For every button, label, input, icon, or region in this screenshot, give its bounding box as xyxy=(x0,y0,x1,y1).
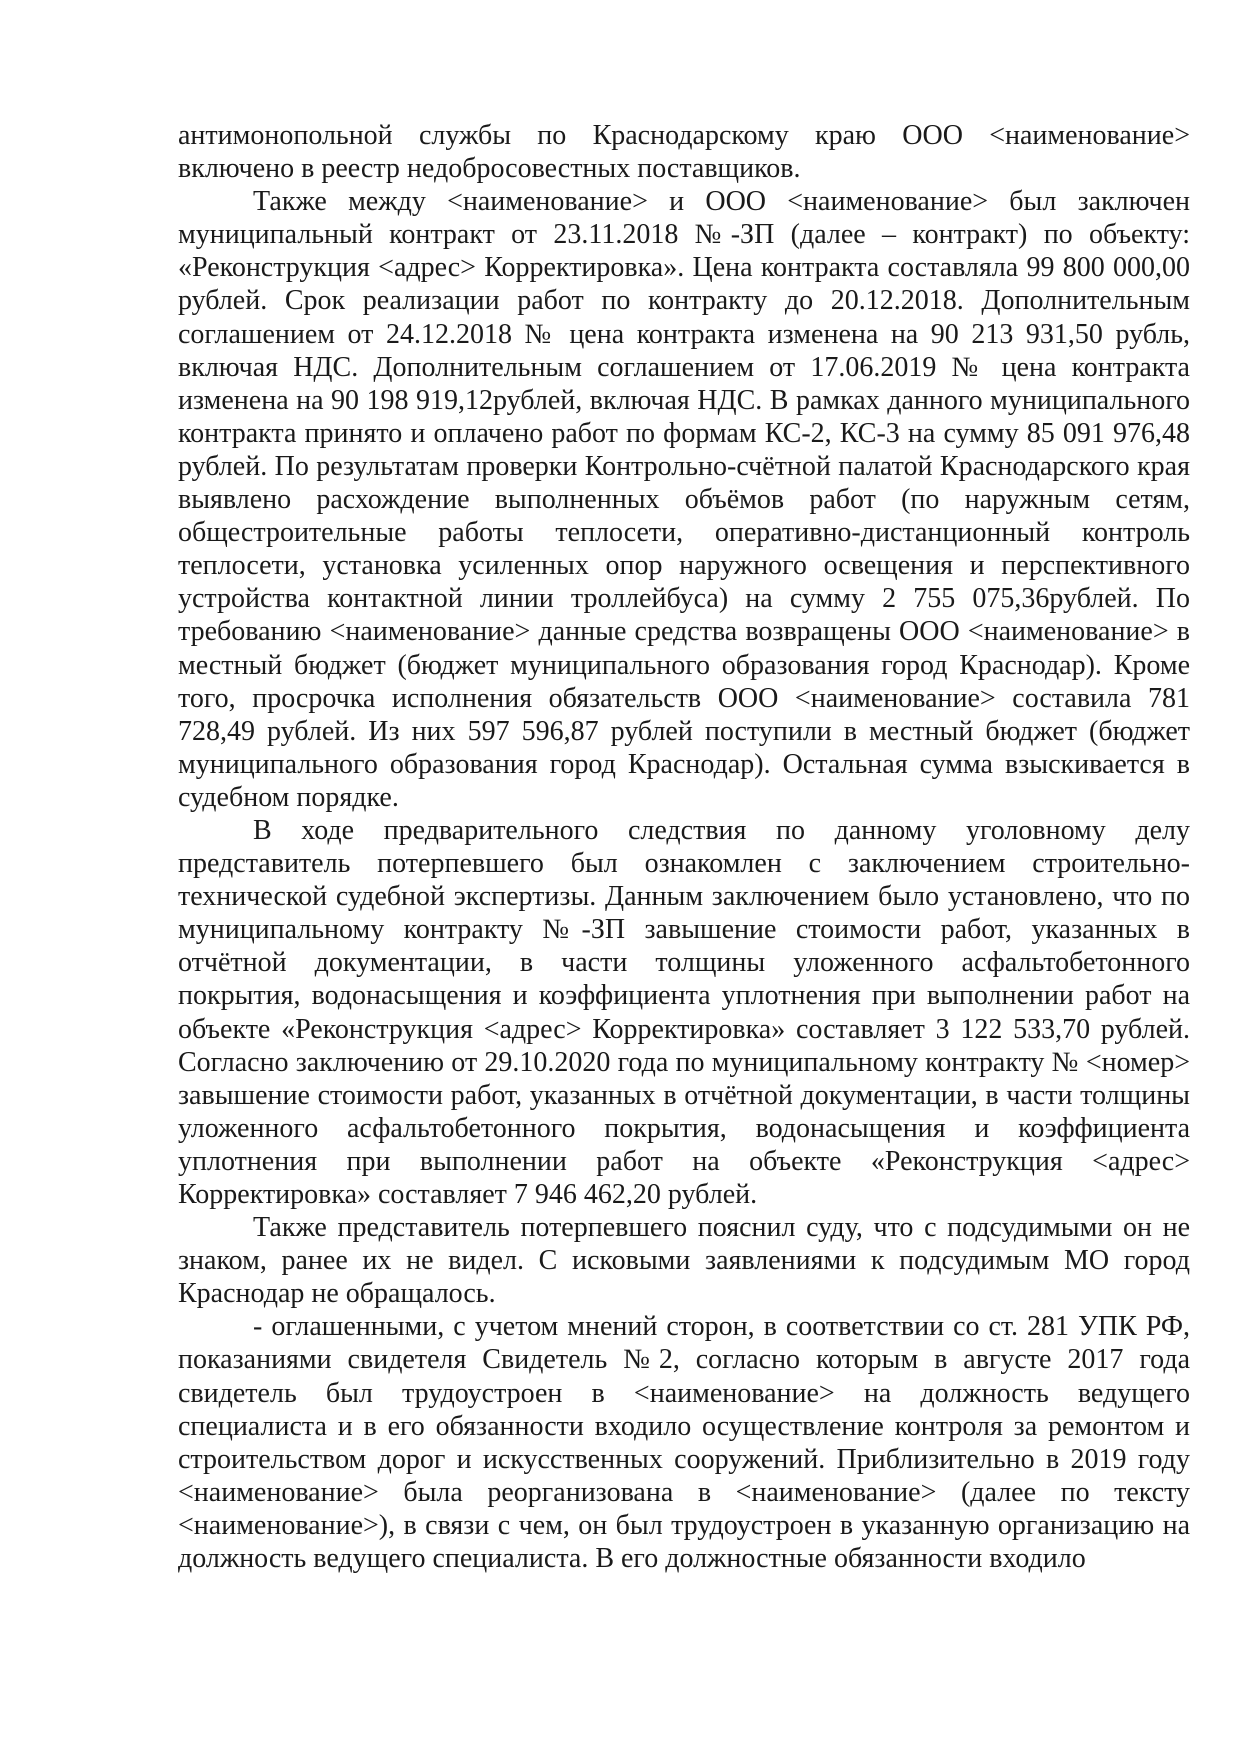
paragraph-investigation: В ходе предварительного следствия по данному уголовному делу представитель потерпевшего был ознакомлен с заключением строительно-технической судебной экспертизы. Данным заключением было установлено, что по муниципальному контракту №-ЗП завышение стоимости работ, указанных в отчётной документации, в части толщины уложенного асфальтобетонного покрытия, водонасыщения и коэффициента уплотнения при выполнении работ на объекте «Реконструкция <адрес> Корректировка» составляет 3 122 533,70 рублей. Согласно заключению от 29.10.2020 года по муниципальному контракту № <номер> завышение стоимости работ, указанных в отчётной документации, в части толщины уложенного асфальтобетонного покрытия, водонасыщения и коэффициента уплотнения при выполнении работ на объекте «Реконструкция <адрес> Корректировка» составляет 7 946 462,20 рублей. xyxy=(178,814,1190,1210)
paragraph-witness-testimony: - оглашенными, с учетом мнений сторон, в соответствии со ст. 281 УПК РФ, показаниями свидетеля Свидетель №2, согласно которым в августе 2017 года свидетель был трудоустроен в <наименование> на должность ведущего специалиста и в его обязанности входило осуществление контроля за ремонтом и строительством дорог и искусственных сооружений. Приблизительно в 2019 году <наименование> была реорганизована в <наименование> (далее по тексту <наименование>), в связи с чем, он был трудоустроен в указанную организацию на должность ведущего специалиста. В его должностные обязанности входило xyxy=(178,1311,1190,1575)
paragraph-continuation: антимонопольной службы по Краснодарскому краю ООО <наименование> включено в реестр недобросовестных поставщиков. xyxy=(178,120,1190,185)
document-body xyxy=(178,119,1190,1575)
paragraph-contract: Также между <наименование> и ООО <наименование> был заключен муниципальный контракт от 23.11.2018 №-ЗП (далее – контракт) по объекту: «Реконструкция <адрес> Корректировка». Цена контракта составляла 99 800 000,00 рублей. Срок реализации работ по контракту до 20.12.2018. Дополнительным соглашением от 24.12.2018 № цена контракта изменена на 90 213 931,50 рубль, включая НДС. Дополнительным соглашением от 17.06.2019 № цена контракта изменена на 90 198 919,12рублей, включая НДС. В рамках данного муниципального контракта принято и оплачено работ по формам КС-2, КС-3 на сумму 85 091 976,48 рублей. По результатам проверки Контрольно-счётной палатой Краснодарского края выявлено расхождение выполненных объёмов работ (по наружным сетям, общестроительные работы теплосети, оперативно-дистанционный контроль теплосети, установка усиленных опор наружного освещения и перспективного устройства контактной линии троллейбуса) на сумму 2 755 075,36рублей. По требованию <наименование> данные средства возвращены ООО <наименование> в местный бюджет (бюджет муниципального образования город Краснодар). Кроме того, просрочка исполнения обязательств ООО <наименование> составила 781 728,49 рублей. Из них 597 596,87 рублей поступили в местный бюджет (бюджет муниципального образования город Краснодар). Остальная сумма взыскивается в судебном порядке. xyxy=(178,186,1190,813)
paragraph-representative: Также представитель потерпевшего пояснил суду, что с подсудимыми он не знаком, ранее их не видел. С исковыми заявлениями к подсудимым МО город Краснодар не обращалось. xyxy=(178,1212,1190,1310)
